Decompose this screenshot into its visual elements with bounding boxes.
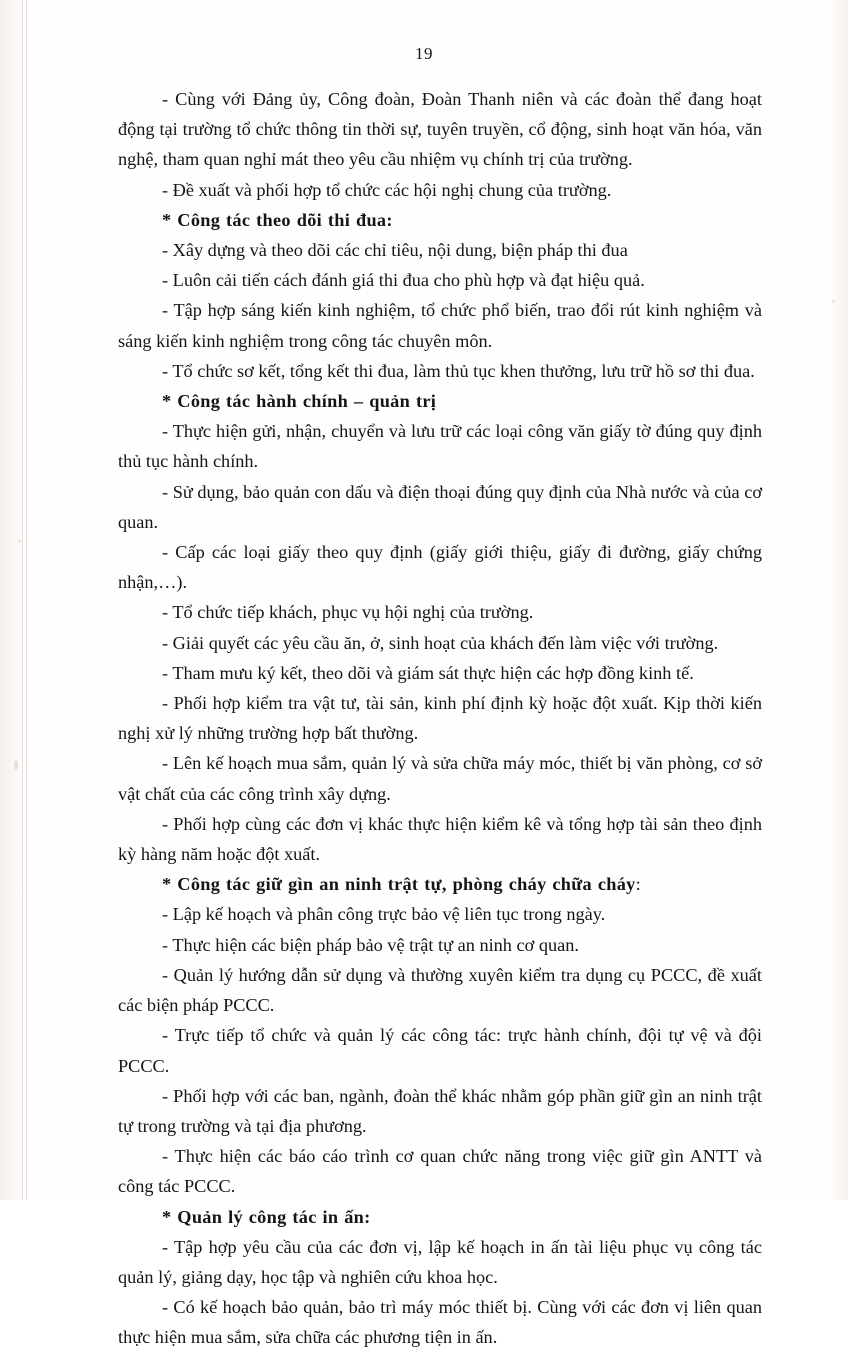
scan-speck — [14, 760, 18, 770]
paragraph: - Sử dụng, bảo quản con dấu và điện thoại đúng quy định của Nhà nước và của cơ quan. — [118, 481, 762, 532]
paragraph: - Phối hợp kiểm tra vật tư, tài sản, kinh phí định kỳ hoặc đột xuất. Kịp thời kiến nghị xử lý những trường hợp bất thường. — [118, 693, 762, 744]
paragraph: - Thực hiện các báo cáo trình cơ quan chức năng trong việc giữ gìn ANTT và công tác PCCC. — [118, 1146, 762, 1197]
paragraph: - Tập hợp yêu cầu của các đơn vị, lập kế hoạch in ấn tài liệu phục vụ công tác quản lý, giảng dạy, học tập và nghiên cứu khoa học. — [118, 1236, 762, 1287]
paragraph: - Trực tiếp tổ chức và quản lý các công tác: trực hành chính, đội tự vệ và đội PCCC. — [118, 1025, 762, 1076]
page-number: 19 — [415, 44, 433, 63]
section-heading: * Công tác hành chính – quản trị — [162, 391, 437, 412]
paragraph: - Quản lý hướng dẫn sử dụng và thường xuyên kiểm tra dụng cụ PCCC, đề xuất các biện pháp PCCC. — [118, 964, 762, 1016]
scan-margin-rule — [26, 0, 27, 1200]
paragraph: - Có kế hoạch bảo quản, bảo trì máy móc thiết bị. Cùng với các đơn vị liên quan thực hiện mua sắm, sửa chữa các phương tiện in ấn. — [118, 1297, 762, 1348]
section-heading-tail: : — [635, 874, 641, 895]
paragraph: - Lên kế hoạch mua sắm, quản lý và sửa chữa máy móc, thiết bị văn phòng, cơ sở vật chất của các công trình xây dựng. — [118, 753, 762, 804]
scan-speck — [18, 540, 21, 543]
paragraph: - Cấp các loại giấy theo quy định (giấy giới thiệu, giấy đi đường, giấy chứng nhận,…). — [118, 542, 762, 593]
paragraph: - Giải quyết các yêu cầu ăn, ở, sinh hoạt của khách đến làm việc với trường. — [162, 632, 719, 653]
scan-speck — [832, 300, 835, 303]
paragraph: - Thực hiện các biện pháp bảo vệ trật tự an ninh cơ quan. — [162, 934, 579, 955]
section-heading: * Quản lý công tác in ấn: — [162, 1206, 371, 1227]
paragraph: - Phối hợp với các ban, ngành, đoàn thể khác nhằm góp phần giữ gìn an ninh trật tự trong trường và tại địa phương. — [118, 1085, 762, 1136]
paragraph: - Tổ chức tiếp khách, phục vụ hội nghị của trường. — [162, 602, 534, 623]
scan-edge-left — [0, 0, 28, 1200]
document-body — [118, 84, 762, 1353]
section-heading: * Công tác theo dõi thi đua: — [162, 209, 393, 230]
paragraph: - Xây dựng và theo dõi các chỉ tiêu, nội dung, biện pháp thi đua — [162, 240, 628, 261]
section-heading — [118, 869, 762, 899]
paragraph: - Cùng với Đảng ủy, Công đoàn, Đoàn Thanh niên và các đoàn thể đang hoạt động tại trường tổ chức thông tin thời sự, tuyên truyền, cổ động, sinh hoạt văn hóa, văn nghệ, tham quan nghỉ mát theo yêu cầu nhiệm vụ chính trị của trường. — [118, 89, 762, 170]
paragraph: - Lập kế hoạch và phân công trực bảo vệ liên tục trong ngày. — [162, 904, 606, 925]
scan-margin-rule — [22, 0, 23, 1200]
paragraph: - Tập hợp sáng kiến kinh nghiệm, tổ chức phổ biến, trao đổi rút kinh nghiệm và sáng kiến kinh nghiệm trong công tác chuyên môn. — [118, 300, 762, 351]
paragraph: - Tham mưu ký kết, theo dõi và giám sát thực hiện các hợp đồng kinh tế. — [162, 662, 694, 683]
paragraph: - Tổ chức sơ kết, tổng kết thi đua, làm thủ tục khen thưởng, lưu trữ hồ sơ thi đua. — [162, 360, 755, 381]
paragraph: - Phối hợp cùng các đơn vị khác thực hiện kiểm kê và tổng hợp tài sản theo định kỳ hàng năm hoặc đột xuất. — [118, 813, 762, 865]
paragraph: - Thực hiện gửi, nhận, chuyển và lưu trữ các loại công văn giấy tờ đúng quy định thủ tục hành chính. — [118, 421, 762, 472]
paragraph: - Đề xuất và phối hợp tổ chức các hội nghị chung của trường. — [162, 179, 612, 200]
section-heading-text: * Công tác giữ gìn an ninh trật tự, phòng cháy chữa cháy — [162, 874, 636, 895]
scan-edge-right — [830, 0, 848, 1200]
paragraph: - Luôn cải tiến cách đánh giá thi đua cho phù hợp và đạt hiệu quả. — [162, 270, 645, 291]
